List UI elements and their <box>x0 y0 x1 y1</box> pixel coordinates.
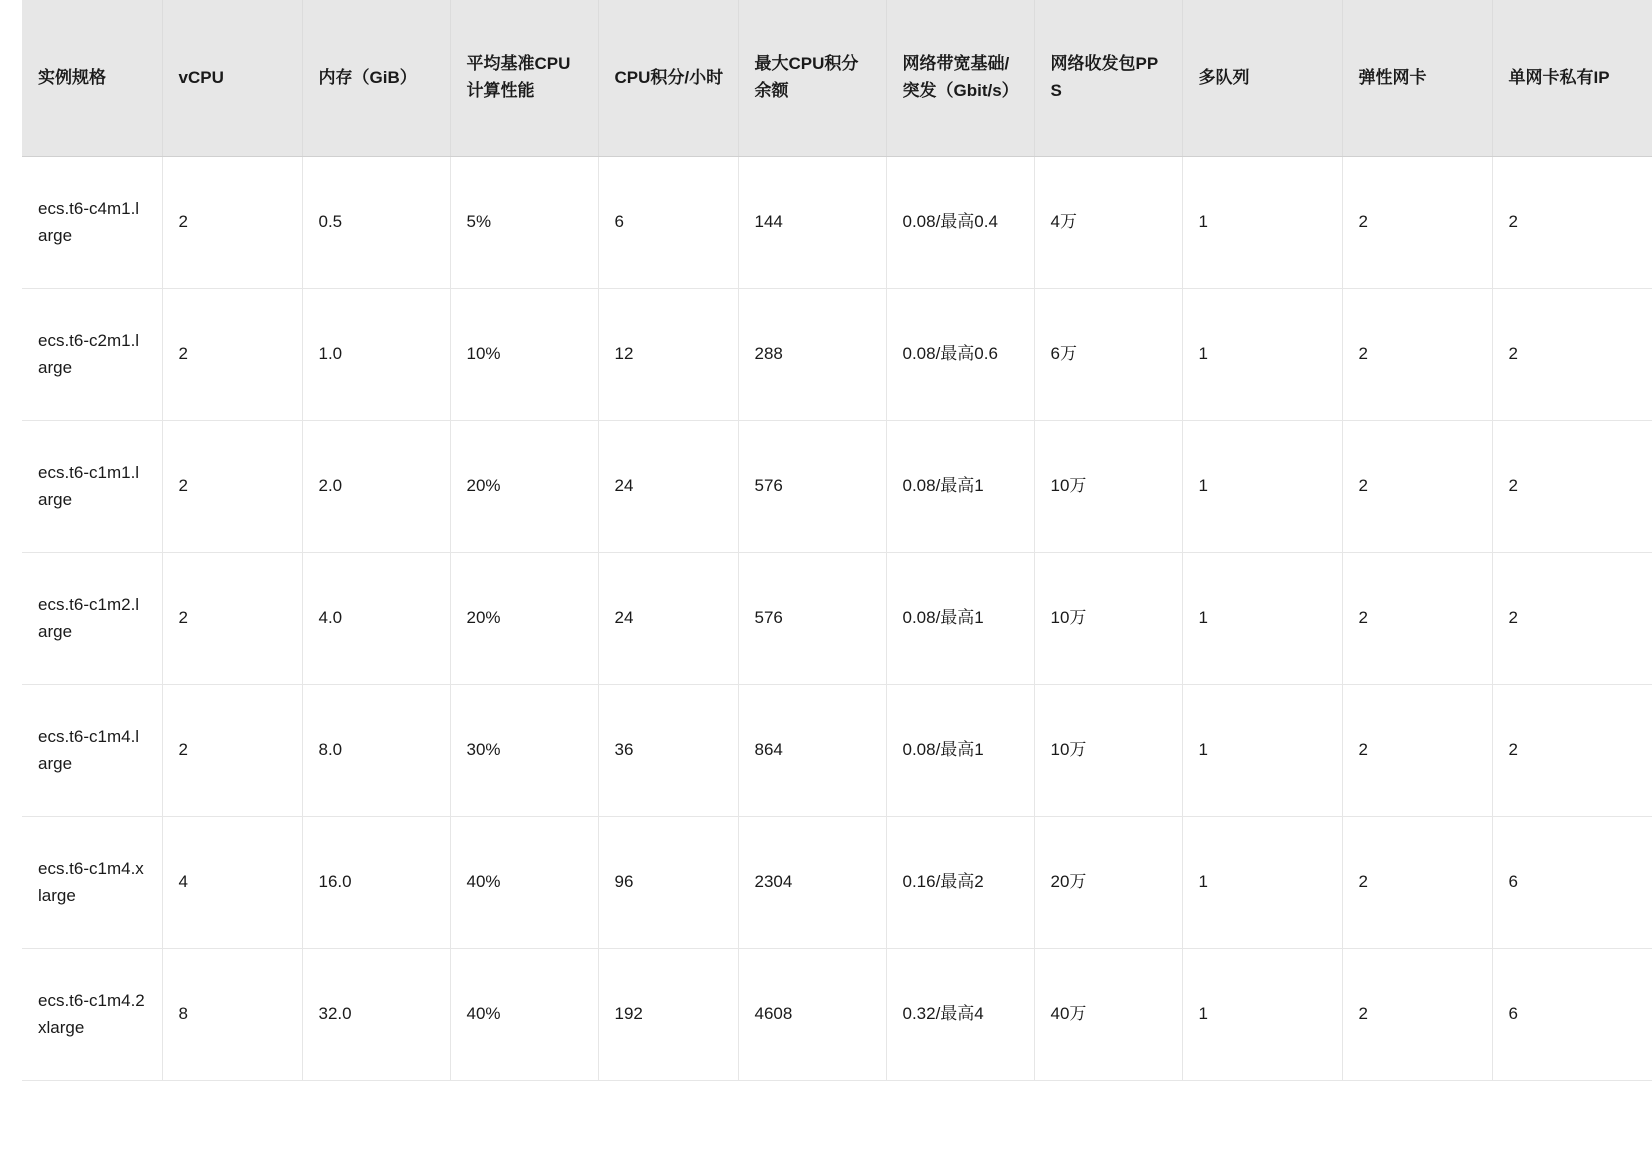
cell-vcpu: 4 <box>162 816 302 948</box>
cell-baseline: 10% <box>450 288 598 420</box>
cell-max-credit-balance: 2304 <box>738 816 886 948</box>
table-body <box>22 156 1652 1080</box>
cell-queues: 1 <box>1182 684 1342 816</box>
cell-baseline: 30% <box>450 684 598 816</box>
instance-spec-table <box>22 0 1652 1081</box>
cell-credits-per-hour: 36 <box>598 684 738 816</box>
cell-enis: 2 <box>1342 288 1492 420</box>
cell-memory: 0.5 <box>302 156 450 288</box>
cell-max-credit-balance: 288 <box>738 288 886 420</box>
cell-bandwidth: 0.16/最高2 <box>886 816 1034 948</box>
cell-max-credit-balance: 864 <box>738 684 886 816</box>
cell-vcpu: 2 <box>162 552 302 684</box>
cell-queues: 1 <box>1182 552 1342 684</box>
cell-credits-per-hour: 24 <box>598 552 738 684</box>
cell-private-ips: 2 <box>1492 156 1652 288</box>
cell-bandwidth: 0.08/最高0.4 <box>886 156 1034 288</box>
cell-instance-type: ecs.t6-c1m1.large <box>22 420 162 552</box>
column-header-baseline-cpu-performance: 平均基准CPU计算性能 <box>450 0 598 156</box>
cell-queues: 1 <box>1182 288 1342 420</box>
cell-queues: 1 <box>1182 816 1342 948</box>
cell-baseline: 40% <box>450 816 598 948</box>
cell-memory: 32.0 <box>302 948 450 1080</box>
cell-pps: 20万 <box>1034 816 1182 948</box>
cell-bandwidth: 0.08/最高1 <box>886 684 1034 816</box>
cell-memory: 1.0 <box>302 288 450 420</box>
cell-instance-type: ecs.t6-c1m4.xlarge <box>22 816 162 948</box>
column-header-cpu-credits-per-hour: CPU积分/小时 <box>598 0 738 156</box>
cell-credits-per-hour: 24 <box>598 420 738 552</box>
cell-credits-per-hour: 96 <box>598 816 738 948</box>
cell-pps: 4万 <box>1034 156 1182 288</box>
cell-private-ips: 6 <box>1492 948 1652 1080</box>
cell-baseline: 5% <box>450 156 598 288</box>
cell-enis: 2 <box>1342 552 1492 684</box>
column-header-elastic-nic: 弹性网卡 <box>1342 0 1492 156</box>
table-row <box>22 948 1652 1080</box>
table-header <box>22 0 1652 156</box>
cell-enis: 2 <box>1342 420 1492 552</box>
table-row <box>22 156 1652 288</box>
cell-vcpu: 8 <box>162 948 302 1080</box>
column-header-private-ip-per-nic: 单网卡私有IP <box>1492 0 1652 156</box>
cell-memory: 8.0 <box>302 684 450 816</box>
spec-table-container <box>22 0 1652 1081</box>
cell-memory: 16.0 <box>302 816 450 948</box>
cell-pps: 40万 <box>1034 948 1182 1080</box>
cell-memory: 2.0 <box>302 420 450 552</box>
cell-queues: 1 <box>1182 156 1342 288</box>
cell-instance-type: ecs.t6-c1m4.large <box>22 684 162 816</box>
cell-max-credit-balance: 576 <box>738 552 886 684</box>
table-header-row <box>22 0 1652 156</box>
table-row <box>22 816 1652 948</box>
cell-vcpu: 2 <box>162 288 302 420</box>
cell-max-credit-balance: 576 <box>738 420 886 552</box>
column-header-network-bandwidth: 网络带宽基础/突发（Gbit/s） <box>886 0 1034 156</box>
column-header-vcpu: vCPU <box>162 0 302 156</box>
cell-bandwidth: 0.08/最高0.6 <box>886 288 1034 420</box>
cell-vcpu: 2 <box>162 156 302 288</box>
cell-baseline: 40% <box>450 948 598 1080</box>
cell-bandwidth: 0.08/最高1 <box>886 420 1034 552</box>
cell-private-ips: 2 <box>1492 552 1652 684</box>
cell-baseline: 20% <box>450 420 598 552</box>
cell-private-ips: 2 <box>1492 684 1652 816</box>
cell-max-credit-balance: 4608 <box>738 948 886 1080</box>
column-header-network-pps: 网络收发包PPS <box>1034 0 1182 156</box>
cell-credits-per-hour: 12 <box>598 288 738 420</box>
table-row <box>22 684 1652 816</box>
cell-max-credit-balance: 144 <box>738 156 886 288</box>
cell-private-ips: 6 <box>1492 816 1652 948</box>
cell-pps: 10万 <box>1034 552 1182 684</box>
cell-enis: 2 <box>1342 684 1492 816</box>
cell-pps: 10万 <box>1034 420 1182 552</box>
cell-enis: 2 <box>1342 816 1492 948</box>
cell-enis: 2 <box>1342 156 1492 288</box>
cell-vcpu: 2 <box>162 420 302 552</box>
cell-queues: 1 <box>1182 420 1342 552</box>
cell-instance-type: ecs.t6-c4m1.large <box>22 156 162 288</box>
cell-private-ips: 2 <box>1492 288 1652 420</box>
cell-queues: 1 <box>1182 948 1342 1080</box>
table-row <box>22 420 1652 552</box>
cell-pps: 10万 <box>1034 684 1182 816</box>
cell-private-ips: 2 <box>1492 420 1652 552</box>
cell-instance-type: ecs.t6-c1m2.large <box>22 552 162 684</box>
cell-enis: 2 <box>1342 948 1492 1080</box>
cell-bandwidth: 0.32/最高4 <box>886 948 1034 1080</box>
cell-memory: 4.0 <box>302 552 450 684</box>
table-row <box>22 288 1652 420</box>
column-header-instance-type: 实例规格 <box>22 0 162 156</box>
cell-credits-per-hour: 6 <box>598 156 738 288</box>
cell-vcpu: 2 <box>162 684 302 816</box>
cell-instance-type: ecs.t6-c1m4.2xlarge <box>22 948 162 1080</box>
table-row <box>22 552 1652 684</box>
cell-baseline: 20% <box>450 552 598 684</box>
column-header-multi-queue: 多队列 <box>1182 0 1342 156</box>
cell-bandwidth: 0.08/最高1 <box>886 552 1034 684</box>
cell-credits-per-hour: 192 <box>598 948 738 1080</box>
column-header-memory: 内存（GiB） <box>302 0 450 156</box>
column-header-max-cpu-credit-balance: 最大CPU积分余额 <box>738 0 886 156</box>
cell-pps: 6万 <box>1034 288 1182 420</box>
cell-instance-type: ecs.t6-c2m1.large <box>22 288 162 420</box>
